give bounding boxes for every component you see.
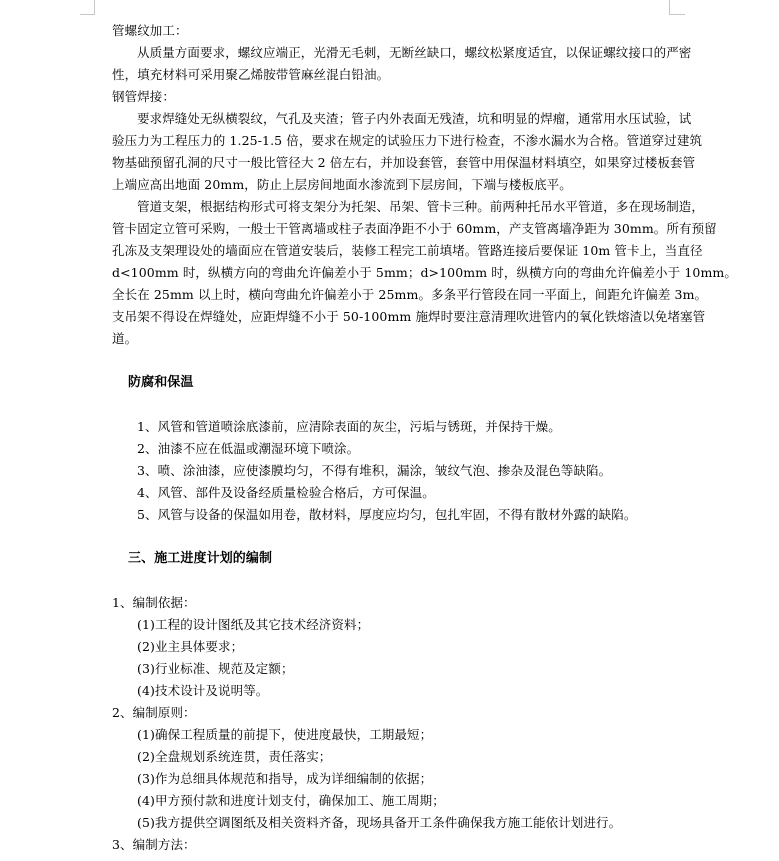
support-line-3: 孔冻及支架理设处的墙面应在管道安装后，装修工程完工前填堵。管路连接后要保证 10m 管卡上，当直径 xyxy=(112,243,703,258)
steel-weld-line-1: 要求焊缝处无纵横裂纹，气孔及夹渣；管子内外表面无残渣，坑和明显的焊瘤，通常用水压试验，试 xyxy=(137,111,692,126)
basis-item-1: (1)工程的设计图纸及其它技术经济资料； xyxy=(137,617,370,632)
pipe-thread-line-2: 性，填充材料可采用聚乙烯胺带管麻丝混白铅油。 xyxy=(112,67,390,82)
steel-weld-line-2: 验压力为工程压力的 1.25-1.5 倍，要求在规定的试验压力下进行检查，不渗水漏水为合格。管道穿过建筑 xyxy=(112,133,703,148)
basis-item-4: (4)技术设计及说明等。 xyxy=(137,683,269,698)
steel-weld-line-4: 上端应高出地面 20mm，防止上层房间地面水渗流到下层房间，下端与楼板底平。 xyxy=(112,177,572,192)
anticorrosion-item-5: 5、风管与设备的保温如用卷，散材料，厚度应均匀，包扎牢固，不得有散材外露的缺陷。 xyxy=(137,507,637,522)
support-line-2: 管卡固定立管可采购，一般士干管离墙或柱子表面净距不小于 60mm，产支管离墙净距为 30mm。所有预留 xyxy=(112,221,717,236)
anticorrosion-item-3: 3、喷、涂油漆，应使漆膜均匀，不得有堆积，漏涂，皱纹气泡、掺杂及混色等缺陷。 xyxy=(137,463,612,478)
pipe-thread-line-1: 从质量方面要求，螺纹应端正，光滑无毛刺，无断丝缺口，螺纹松紧度适宜，以保证螺纹接口的严密 xyxy=(137,45,692,60)
steel-weld-line-3: 物基础预留孔洞的尺寸一般比管径大 2 倍左右，并加设套管，套管中用保温材料填空，如果穿过楼板套管 xyxy=(112,155,696,170)
support-line-6: 支吊架不得设在焊缝处，应距焊缝不小于 50-100mm 施焊时要注意清理吹进管内的氧化铁熔渣以免堵塞管 xyxy=(112,309,706,324)
crop-mark-right-v xyxy=(669,0,670,14)
basis-heading: 1、编制依据： xyxy=(112,595,196,610)
steel-weld-heading: 钢管焊接： xyxy=(112,89,176,104)
principle-item-1: (1)确保工程质量的前提下，使进度最快，工期最短； xyxy=(137,727,433,742)
principle-item-4: (4)甲方预付款和进度计划支付，确保加工、施工周期； xyxy=(137,793,445,808)
anticorrosion-heading: 防腐和保温 xyxy=(128,375,194,390)
anticorrosion-item-2: 2、油漆不应在低温或潮湿环境下喷涂。 xyxy=(137,441,360,456)
crop-mark-left-h xyxy=(80,14,95,15)
crop-mark-left-v xyxy=(94,0,95,14)
crop-mark-right-h xyxy=(669,14,685,15)
anticorrosion-item-1: 1、风管和管道喷涂底漆前，应清除表面的灰尘，污垢与锈斑，并保持干燥。 xyxy=(137,419,561,434)
support-line-4: d<100mm 时，纵横方向的弯曲允许偏差小于 5mm；d>100mm 时，纵横方向的弯曲允许偏差小于 10mm。 xyxy=(112,265,737,280)
method-heading: 3、编制方法： xyxy=(112,837,196,852)
support-line-5: 全长在 25mm 以上时，横向弯曲允许偏差小于 25mm。多条平行管段在同一平面上，间距允许偏差 3m。 xyxy=(112,287,708,302)
principle-heading: 2、编制原则： xyxy=(112,705,196,720)
support-line-1: 管道支架，根据结构形式可将支架分为托架、吊架、管卡三种。前两种托吊水平管道，多在现场制造， xyxy=(137,199,705,214)
principle-item-5: (5)我方提供空调图纸及相关资料齐备，现场具备开工条件确保我方施工能依计划进行。 xyxy=(137,815,622,830)
basis-item-2: (2)业主具体要求； xyxy=(137,639,244,654)
support-line-7: 道。 xyxy=(112,331,138,346)
anticorrosion-item-4: 4、风管、部件及设备经质量检验合格后，方可保温。 xyxy=(137,485,435,500)
section3-heading: 三、施工进度计划的编制 xyxy=(128,551,273,566)
pipe-thread-heading: 管螺纹加工： xyxy=(112,23,188,38)
principle-item-2: (2)全盘规划系统连贯，责任落实； xyxy=(137,749,332,764)
principle-item-3: (3)作为总细具体规范和指导，成为详细编制的依据； xyxy=(137,771,433,786)
basis-item-3: (3)行业标准、规范及定额； xyxy=(137,661,294,676)
